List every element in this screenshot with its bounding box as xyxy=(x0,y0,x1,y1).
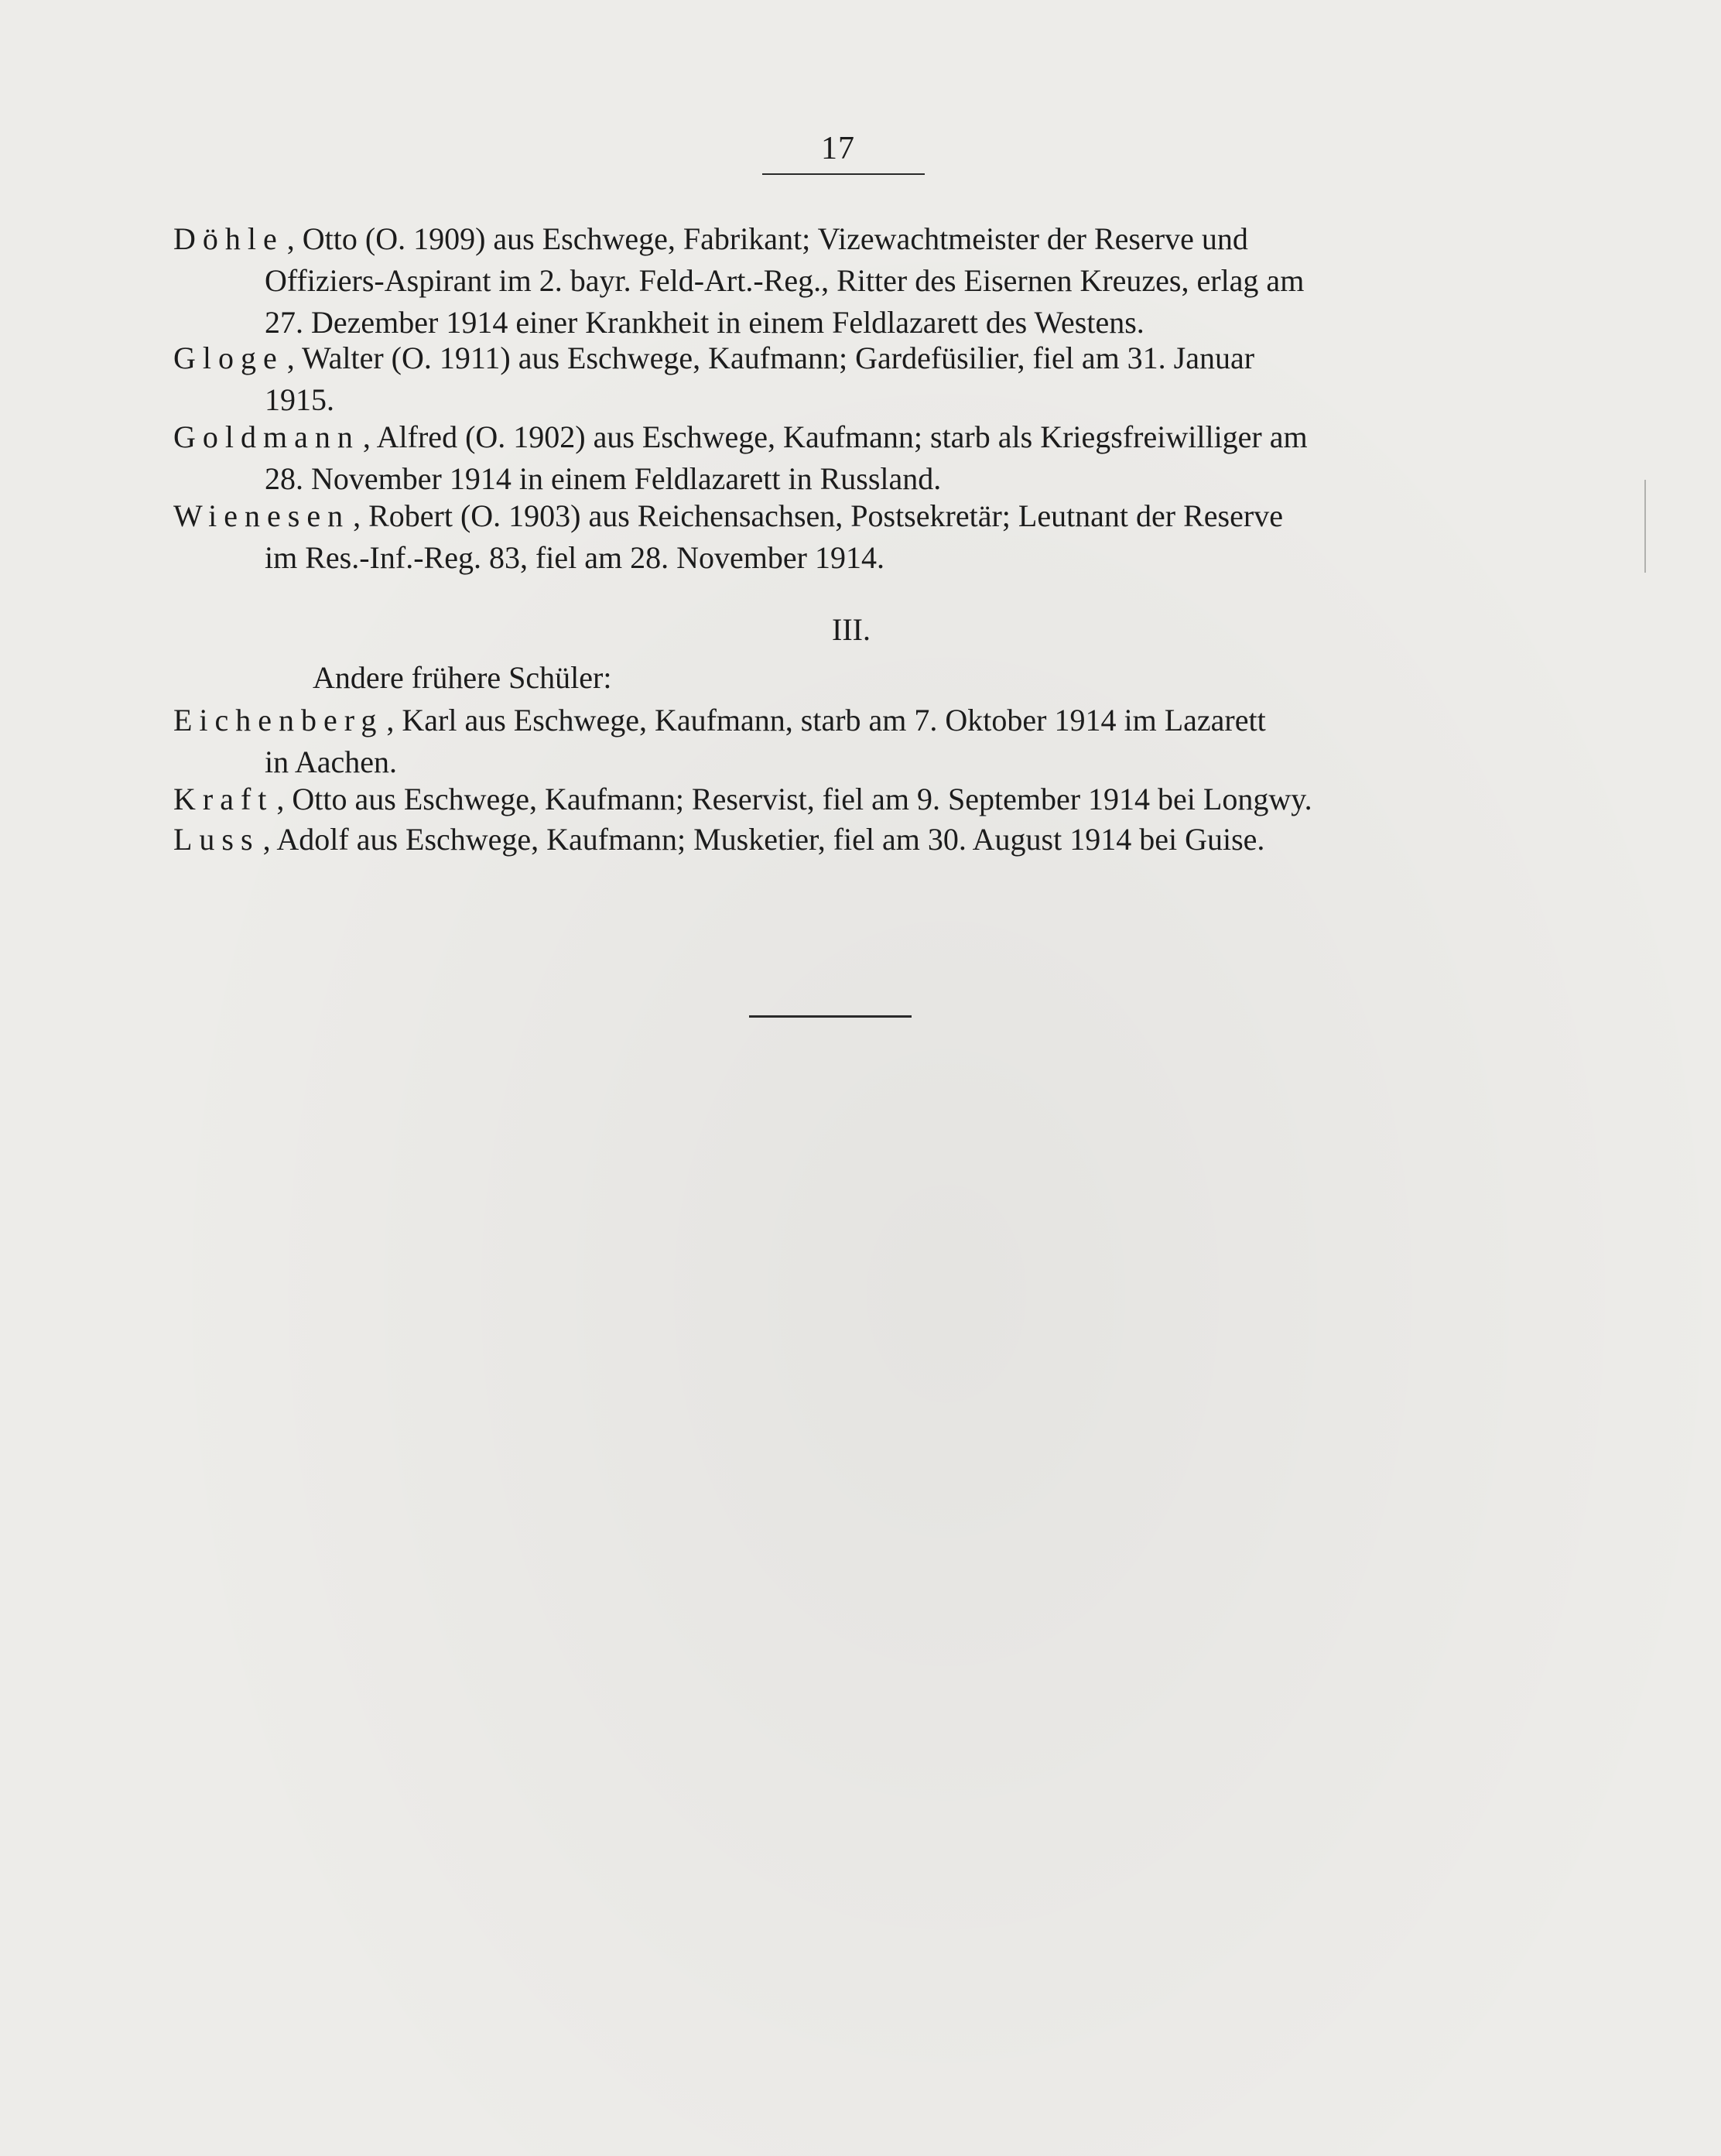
entry-line: 27. Dezember 1914 einer Krankheit in einem Feldlazarett des Westens. xyxy=(265,305,1144,340)
entry-surname: Luss xyxy=(173,822,260,857)
entry-line xyxy=(173,700,1506,741)
entry-text: , Robert (O. 1903) aus Reichensachsen, Postsekretär; Leutnant der Reserve xyxy=(353,498,1283,533)
entry-gloge xyxy=(173,337,1506,421)
entry-doehle xyxy=(173,218,1506,344)
entry-line: im Res.-Inf.-Reg. 83, fiel am 28. November 1914. xyxy=(265,540,884,575)
entry-text: , Adolf aus Eschwege, Kaufmann; Musketier, fiel am 30. August 1914 bei Guise. xyxy=(262,822,1265,857)
section-numeral: III. xyxy=(832,612,871,647)
entry-line: 1915. xyxy=(265,382,334,417)
entry-goldmann xyxy=(173,416,1506,500)
section-heading: Andere frühere Schüler: xyxy=(313,660,612,695)
entry-line xyxy=(173,337,1506,379)
scan-edge-mark xyxy=(1644,480,1646,573)
entry-surname: Kraft xyxy=(173,782,274,816)
entry-surname: Döhle xyxy=(173,221,284,256)
entry-text: , Walter (O. 1911) aus Eschwege, Kaufmann; Gardefüsilier, fiel am 31. Januar xyxy=(286,341,1255,375)
entry-text: , Otto aus Eschwege, Kaufmann; Reservist, fiel am 9. September 1914 bei Longwy. xyxy=(276,782,1312,816)
entry-line xyxy=(173,218,1506,260)
entry-line xyxy=(173,819,1506,861)
entry-text: , Alfred (O. 1902) aus Eschwege, Kaufmann; starb als Kriegsfreiwilliger am xyxy=(362,419,1308,454)
entry-text: , Karl aus Eschwege, Kaufmann, starb am 7. Oktober 1914 im Lazarett xyxy=(386,703,1266,737)
entry-surname: Gloge xyxy=(173,341,284,375)
entry-luss xyxy=(173,819,1506,861)
entry-line: 28. November 1914 in einem Feldlazarett in Russland. xyxy=(265,461,942,496)
entry-line: Offiziers-Aspirant im 2. bayr. Feld-Art.-Reg., Ritter des Eisernen Kreuzes, erlag am xyxy=(265,263,1305,298)
end-rule xyxy=(749,1015,912,1018)
entry-text: , Otto (O. 1909) aus Eschwege, Fabrikant; Vizewachtmeister der Reserve und xyxy=(286,221,1248,256)
entry-line xyxy=(173,495,1506,537)
entry-surname: Goldmann xyxy=(173,419,360,454)
entry-surname: Wienesen xyxy=(173,498,351,533)
entry-line: in Aachen. xyxy=(265,744,398,779)
entry-eichenberg xyxy=(173,700,1506,783)
entry-kraft xyxy=(173,779,1506,820)
page-number-rule xyxy=(762,173,925,175)
entry-surname: Eichenberg xyxy=(173,703,384,737)
page-number: 17 xyxy=(821,131,855,166)
entry-line xyxy=(173,779,1506,820)
entry-wienesen xyxy=(173,495,1506,579)
entry-line xyxy=(173,416,1506,458)
